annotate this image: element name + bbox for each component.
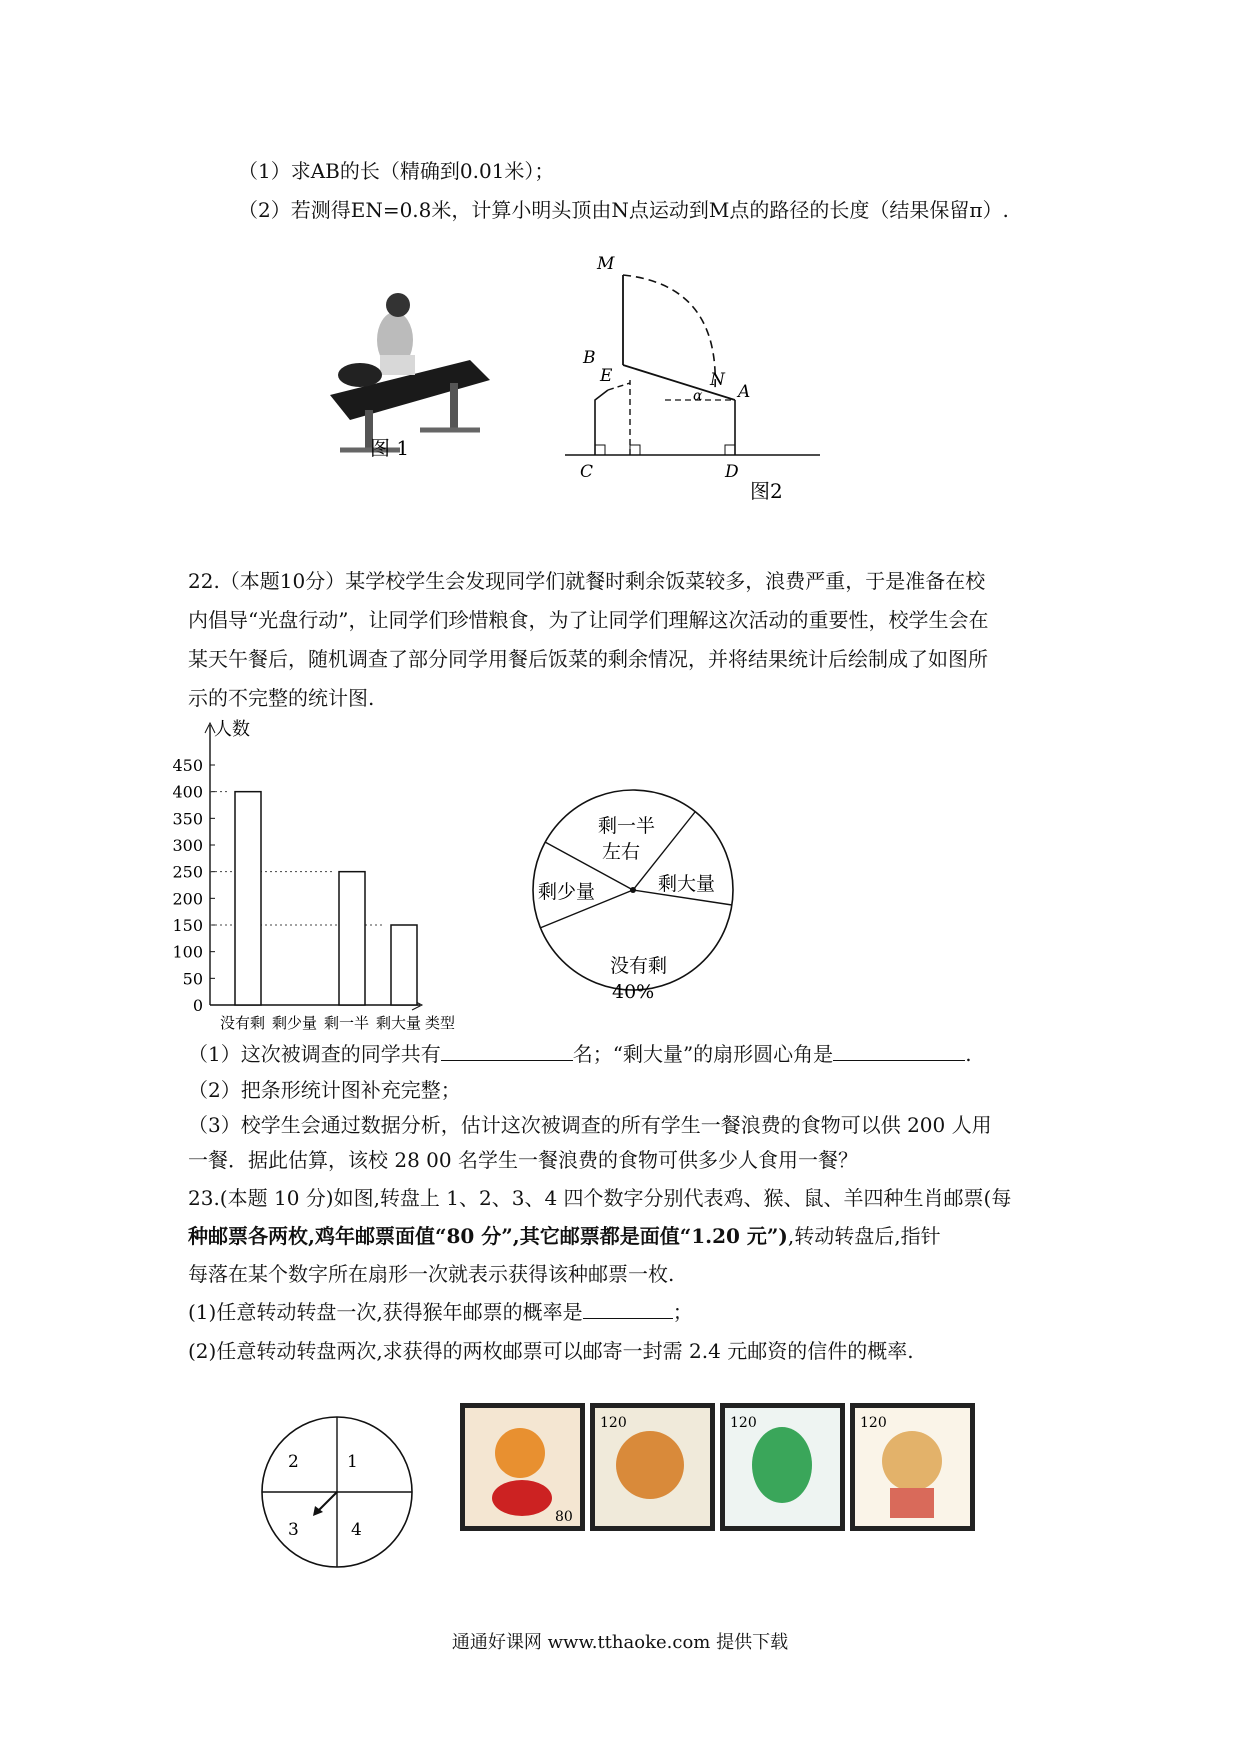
x-tick-label: 剩一半 — [324, 1014, 370, 1032]
figure-2-geometry — [555, 255, 875, 515]
y-tick-label: 200 — [172, 889, 203, 909]
y-tick-label: 450 — [172, 756, 203, 775]
y-axis-label: 人数 — [214, 719, 250, 740]
stamp-4-value: 120 — [860, 1415, 887, 1431]
answer-blank-angle[interactable] — [833, 1040, 965, 1061]
y-tick-label: 250 — [172, 862, 203, 882]
label-D: D — [725, 462, 739, 482]
y-tick-label: 100 — [172, 942, 203, 962]
pie-label-half-b: 左右 — [602, 841, 641, 863]
q21-p1: （1）求AB的长（精确到0.01米）； — [238, 159, 555, 183]
answer-blank-probability[interactable] — [583, 1298, 673, 1319]
spinner-4: 4 — [351, 1520, 362, 1540]
label-alpha: α — [693, 388, 703, 404]
label-A: A — [738, 382, 751, 402]
y-tick-label: 50 — [182, 969, 203, 989]
spinner — [255, 1412, 425, 1582]
answer-blank-total[interactable] — [441, 1040, 573, 1061]
q22-line-1: 22.（本题10分）某学校学生会发现同学们就餐时剩余饭菜较多，浪费严重，于是准备在校 — [188, 569, 986, 593]
pie-chart — [520, 770, 760, 1010]
label-E: E — [600, 366, 613, 386]
footer: 通通好课网 www.tthaoke.com 提供下载 — [451, 1632, 789, 1653]
figure-1-caption: 图 1 — [370, 436, 410, 460]
q22-line-2: 内倡导“光盘行动”，让同学们珍惜粮食，为了让同学们理解这次活动的重要性，校学生会在 — [188, 608, 989, 632]
x-axis-label: 类型 — [425, 1014, 456, 1032]
q23-line-2: 种邮票各两枚,鸡年邮票面值“80 分”,其它邮票都是面值“1.20 元”),转动转盘后,指针 — [188, 1224, 941, 1248]
q23-line-1: 23.(本题 10 分)如图,转盘上 1、2、3、4 四个数字分别代表鸡、猴、鼠、羊四种生肖邮票(每 — [188, 1186, 1012, 1210]
spinner-1: 1 — [347, 1452, 358, 1472]
q23-line-3: 每落在某个数字所在扇形一次就表示获得该种邮票一枚. — [188, 1262, 675, 1286]
q23-sub-1: (1)任意转动转盘一次,获得猴年邮票的概率是 ； — [188, 1300, 693, 1324]
bar — [339, 872, 365, 1005]
y-tick-label: 0 — [192, 996, 203, 1015]
x-tick-label: 剩大量 — [376, 1014, 422, 1032]
x-tick-label: 没有剩 — [220, 1014, 266, 1032]
bar — [235, 792, 261, 1005]
bar — [391, 925, 417, 1005]
q23-sub-2: (2)任意转动转盘两次,求获得的两枚邮票可以邮寄一封需 2.4 元邮资的信件的概率. — [188, 1339, 914, 1363]
q22-line-4: 示的不完整的统计图. — [188, 686, 375, 710]
q21-p2: （2）若测得EN=0.8米，计算小明头顶由N点运动到M点的路径的长度（结果保留π）. — [238, 198, 1009, 222]
stamp-3-value: 120 — [730, 1415, 757, 1431]
figure-2-caption: 图2 — [750, 479, 783, 503]
figure-1-bench-photo — [320, 285, 560, 465]
stamp-2-value: 120 — [600, 1415, 627, 1431]
spinner-3: 3 — [288, 1520, 299, 1540]
y-tick-label: 400 — [172, 782, 203, 802]
pie-label-none: 没有剩 — [610, 955, 668, 977]
q22-sub-2: （2）把条形统计图补充完整； — [188, 1078, 461, 1102]
q22-sub-3a: （3）校学生会通过数据分析，估计这次被调查的所有学生一餐浪费的食物可以供 200 人用 — [188, 1113, 992, 1137]
pie-label-half-a: 剩一半 — [598, 815, 656, 837]
y-tick-label: 150 — [172, 916, 203, 935]
q22-sub-3b: 一餐．据此估算，该校 28 00 名学生一餐浪费的食物可供多少人食用一餐？ — [188, 1148, 858, 1172]
q22-sub-1: （1）这次被调查的同学共有 名；“剩大量”的扇形圆心角是 . — [188, 1042, 972, 1066]
pie-label-small: 剩少量 — [538, 881, 596, 903]
bar-chart — [170, 715, 510, 1035]
label-C: C — [580, 462, 594, 482]
y-tick-label: 350 — [172, 809, 203, 829]
label-M: M — [597, 255, 615, 274]
stamps — [460, 1403, 980, 1535]
pie-percent: 40% — [612, 981, 655, 1003]
q22-line-3: 某天午餐后，随机调查了部分同学用餐后饭菜的剩余情况，并将结果统计后绘制成了如图所 — [188, 647, 988, 671]
stamp-1-value: 80 — [555, 1509, 573, 1525]
label-N: N — [710, 370, 725, 390]
label-B: B — [583, 348, 596, 368]
y-tick-label: 300 — [172, 836, 203, 855]
pie-label-large: 剩大量 — [658, 873, 716, 895]
spinner-2: 2 — [288, 1452, 299, 1472]
x-tick-label: 剩少量 — [272, 1014, 318, 1032]
